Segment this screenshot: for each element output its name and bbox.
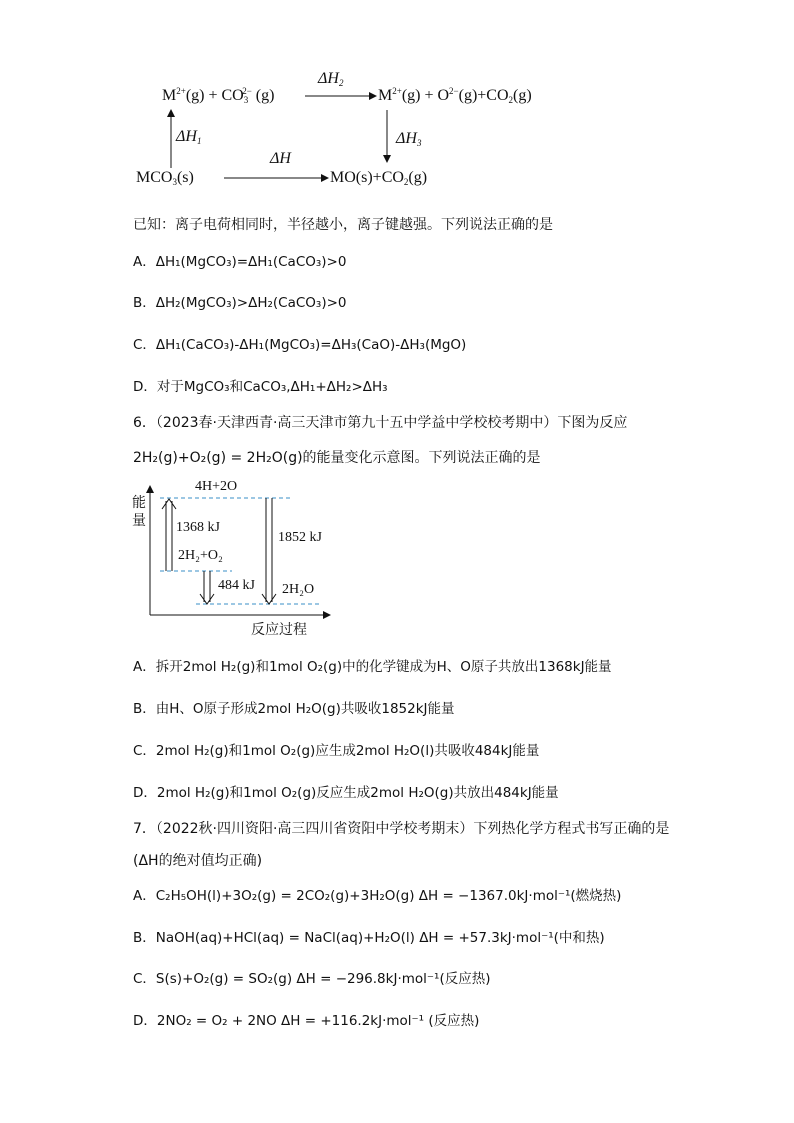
q5-option-c: C．ΔH₁(CaCO₃)-ΔH₁(MgCO₃)=ΔH₃(CaO)-ΔH₃(MgO)	[133, 337, 467, 353]
label-484kj: 484 kJ	[218, 578, 255, 593]
label-dh1: $\Delta H_1$	[176, 128, 202, 146]
level-label-2H2O2: 2H₂+O₂	[178, 548, 223, 563]
cycle-bottom-right: $MO(s)+CO_2(g)$	[330, 169, 428, 187]
q7-stem-line1: 7．（2022秋·四川资阳·高三四川省资阳中学校考期末）下列热化学方程式书写正确的是	[133, 821, 670, 837]
q7-stem-line2: (ΔH的绝对值均正确)	[133, 853, 263, 869]
label-dh: ΔH	[270, 150, 291, 167]
level-label-2H2O: 2H₂O	[282, 582, 315, 597]
q5-known: 已知：离子电荷相同时，半径越小，离子键越强。下列说法正确的是	[133, 217, 553, 233]
level-label-4H2O: 4H+2O	[195, 479, 238, 494]
axis-label-reaction-process: 反应过程	[251, 622, 307, 638]
q6-option-a: A．拆开2mol H₂(g)和1mol O₂(g)中的化学键成为H、O原子共放出1368kJ能量	[133, 659, 612, 675]
label-1852kj: 1852 kJ	[278, 530, 322, 545]
q7-option-b: B．NaOH(aq)+HCl(aq) = NaCl(aq)+H₂O(l) ΔH = +57.3kJ·mol⁻¹(中和热)	[133, 930, 605, 946]
q7-option-d: D．2NO₂ = O₂ + 2NO ΔH = +116.2kJ·mol⁻¹ (反应热)	[133, 1013, 480, 1029]
axis-label-energy: 能量	[132, 495, 146, 529]
label-dh3: $\Delta H_3$	[396, 130, 422, 148]
q6-stem-line1: 6．（2023春·天津西青·高三天津市第九十五中学益中学校校考期中）下图为反应	[133, 415, 628, 431]
arrow-484-head	[200, 594, 214, 604]
q7-option-a: A．C₂H₅OH(l)+3O₂(g) = 2CO₂(g)+3H₂O(g) ΔH = −1367.0kJ·mol⁻¹(燃烧热)	[133, 888, 622, 904]
arrow-1852-head	[262, 594, 276, 604]
q6-option-d: D．2mol H₂(g)和1mol O₂(g)反应生成2mol H₂O(g)共放出484kJ能量	[133, 785, 559, 801]
label-1368kj: 1368 kJ	[176, 520, 220, 535]
arrow-1368-head	[162, 499, 176, 509]
cycle-top-right: $M^{2+}(g) + O^{2-}(g)+CO_2(g)$	[378, 86, 532, 105]
q5-option-b: B．ΔH₂(MgCO₃)>ΔH₂(CaCO₃)>0	[133, 295, 347, 311]
cycle-bottom-left: $MCO_3(s)$	[136, 169, 194, 187]
q5-option-d: D．对于MgCO₃和CaCO₃,ΔH₁+ΔH₂>ΔH₃	[133, 379, 388, 395]
q6-option-b: B．由H、O原子形成2mol H₂O(g)共吸收1852kJ能量	[133, 701, 455, 717]
q6-option-c: C．2mol H₂(g)和1mol O₂(g)应生成2mol H₂O(l)共吸收484kJ能量	[133, 743, 540, 759]
q7-option-c: C．S(s)+O₂(g) = SO₂(g) ΔH = −296.8kJ·mol⁻¹(反应热)	[133, 971, 491, 987]
q6-stem-line2: 2H₂(g)+O₂(g) = 2H₂O(g)的能量变化示意图。下列说法正确的是	[133, 450, 541, 466]
cycle-top-left: $M^{2+}(g) + CO_3^{2-}$ (g)	[162, 86, 275, 105]
q5-option-a: A．ΔH₁(MgCO₃)=ΔH₁(CaCO₃)>0	[133, 254, 347, 270]
label-dh2: $\Delta H_2$	[318, 70, 344, 88]
